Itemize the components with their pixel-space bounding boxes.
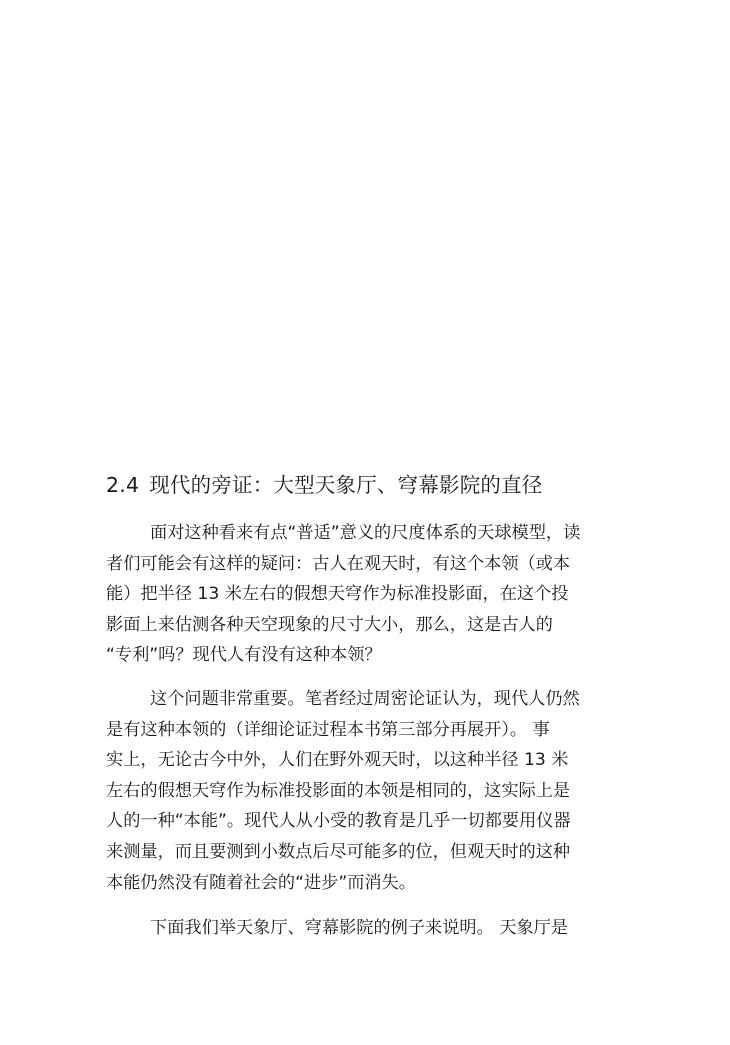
- paragraph-line: 下面我们举天象厅、穹幕影院的例子来说明。 天象厅是: [150, 918, 568, 938]
- paragraph-3: [106, 913, 621, 944]
- paragraph-line: 左右的假想天穹作为标准投影面的本领是相同的，这实际上是: [106, 780, 571, 801]
- paragraph-line: 影面上来估测各种天空现象的尺寸大小，那么，这是古人的: [106, 614, 553, 635]
- paragraph-2: [106, 684, 621, 898]
- paragraph-line: 者们可能会有这样的疑问：古人在观天时，有这个本领（或本: [106, 553, 571, 574]
- paragraph-line: 人的一种“本能”。现代人从小受的教育是几乎一切都要用仪器: [106, 811, 571, 832]
- paragraph-line: “专利”吗？现代人有没有这种本领？: [106, 645, 382, 666]
- paragraph-line: 能）把半径 13 米左右的假想天穹作为标准投影面，在这个投: [106, 584, 569, 605]
- paragraph-line: 这个问题非常重要。笔者经过周密论证认为，现代人仍然: [150, 689, 580, 709]
- paragraph-line: 本能仍然没有随着社会的“进步”而消失。: [106, 872, 416, 893]
- section-number: 2.4: [106, 473, 140, 497]
- paragraph-line: 来测量，而且要测到小数点后尽可能多的位，但观天时的这种: [106, 841, 571, 862]
- section-heading: [106, 470, 626, 500]
- section-title: 现代的旁证：大型天象厅、穹幕影院的直径: [149, 473, 543, 497]
- paragraph-1: [106, 518, 621, 671]
- paragraph-line: 面对这种看来有点“普适”意义的尺度体系的天球模型，读: [150, 523, 581, 543]
- paragraph-line: 实上，无论古今中外，人们在野外观天时，以这种半径 13 米: [106, 750, 569, 771]
- paragraph-line: 是有这种本领的（详细论证过程本书第三部分再展开）。 事: [106, 719, 550, 740]
